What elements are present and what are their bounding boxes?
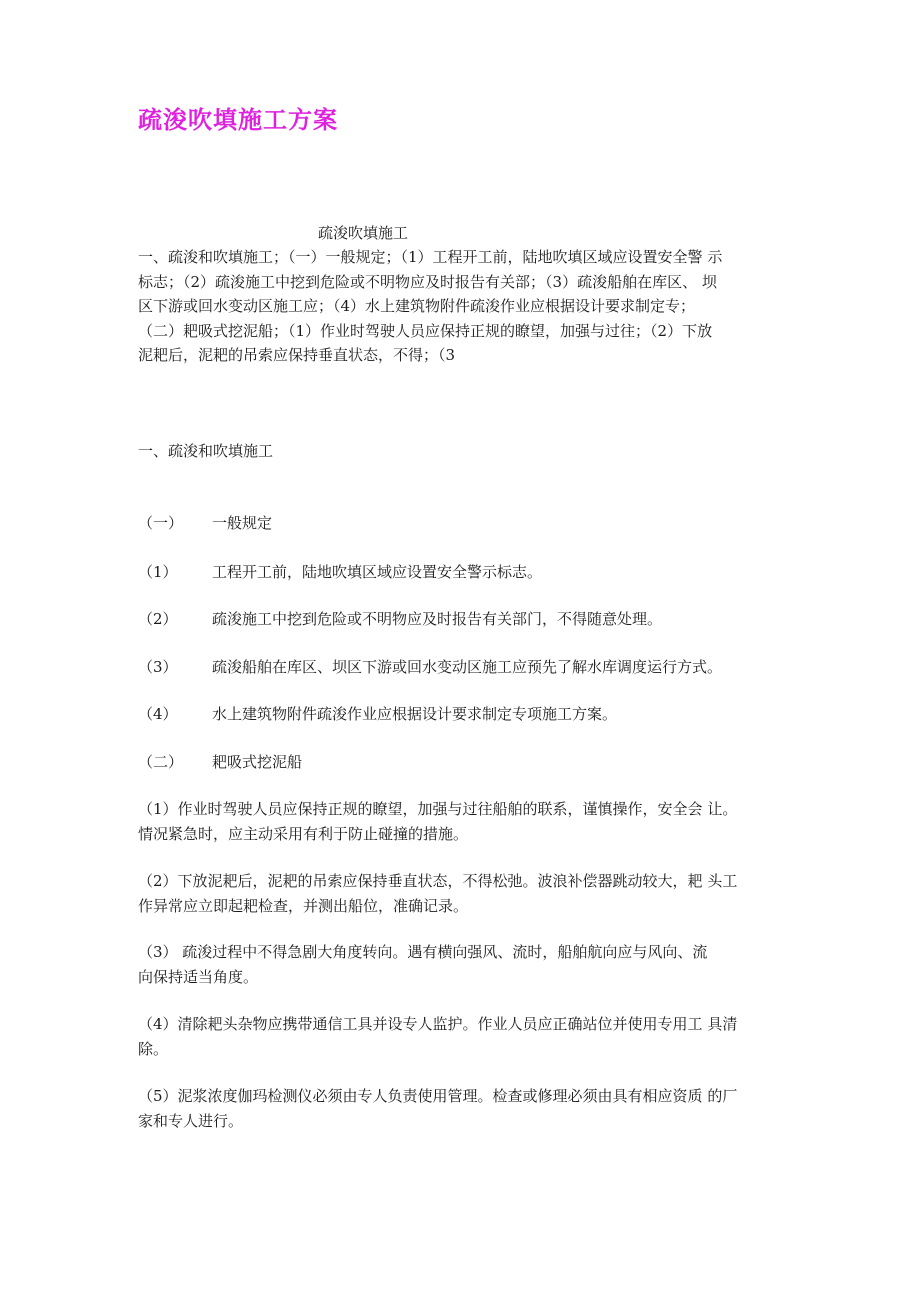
rule-paragraph: [138, 1012, 793, 1061]
summary-line: 一、疏浚和吹填施工；（一）一般规定；（1）工程开工前，陆地吹填区域应设置安全警 示: [138, 248, 723, 266]
rule-paragraph: [138, 797, 793, 846]
rule-number: （3）: [138, 658, 178, 676]
rule-text: 工程开工前，陆地吹填区域应设置安全警示标志。: [212, 563, 543, 581]
paragraph-line: （3） 疏浚过程中不得急剧大角度转向。遇有横向强风、流时，船舶航向应与风向、流: [138, 943, 708, 961]
rule-number: （2）: [138, 610, 178, 628]
rule-item: [138, 561, 542, 582]
paragraph-line: （1）作业时驾驶人员应保持正规的瞭望，加强与过往船舶的联系，谨慎操作，安全会 让。: [138, 800, 738, 818]
summary-line: 标志；（2）疏浚施工中挖到危险或不明物应及时报告有关部；（3）疏浚船舶在库区、 坝: [138, 272, 717, 291]
paragraph-line: （4）清除耙头杂物应携带通信工具并设专人监护。作业人员应正确站位并使用专用工 具清: [138, 1015, 738, 1033]
rule-item: [138, 608, 662, 629]
rule-number: （1）: [138, 563, 178, 581]
rule-text: 水上建筑物附件疏浚作业应根据设计要求制定专项施工方案。: [212, 705, 618, 723]
summary-line: （二）耙吸式挖泥船；（1）作业时驾驶人员应保持正规的瞭望，加强与过往；（2）下放: [138, 321, 713, 340]
subsection-heading: [138, 512, 272, 533]
section-heading: 一、疏浚和吹填施工: [138, 442, 274, 460]
subsection-number: （二）: [138, 753, 184, 771]
rule-item: [138, 656, 722, 677]
summary-line: 泥耙后，泥耙的吊索应保持垂直状态，不得；（3: [138, 346, 456, 364]
summary-line: 区下游或回水变动区施工应；（4）水上建筑物附件疏浚作业应根据设计要求制定专；: [138, 297, 696, 315]
rule-paragraph: [138, 1084, 793, 1133]
subsection-title: 一般规定: [212, 514, 273, 532]
summary-block: [138, 245, 788, 368]
paragraph-line: 向保持适当角度。: [138, 967, 259, 986]
rule-text: 疏浚船舶在库区、坝区下游或回水变动区施工应预先了解水库调度运行方式。: [212, 658, 723, 676]
subsection-title: 耙吸式挖泥船: [212, 753, 303, 771]
rule-number: （4）: [138, 705, 178, 723]
paragraph-line: （2）下放泥耙后，泥耙的吊索应保持垂直状态，不得松弛。波浪补偿器跳动较大，耙 头工: [138, 872, 738, 890]
rule-paragraph: [138, 869, 793, 918]
rule-text: 疏浚施工中挖到危险或不明物应及时报告有关部门，不得随意处理。: [212, 610, 663, 628]
subsection-heading: [138, 751, 302, 772]
paragraph-line: 作异常应立即起耙检查，并测出船位，准确记录。: [138, 896, 469, 915]
paragraph-line: （5）泥浆浓度伽玛检测仪必须由专人负责使用管理。检查或修理必须由具有相应资质 的厂: [138, 1087, 738, 1105]
paragraph-line: 除。: [138, 1039, 169, 1058]
page-title: 疏浚吹填施工方案: [138, 105, 338, 134]
summary-heading: 疏浚吹填施工: [318, 224, 409, 242]
rule-paragraph: [138, 940, 793, 989]
paragraph-line: 家和专人进行。: [138, 1111, 244, 1130]
subsection-number: （一）: [138, 514, 184, 532]
rule-item: [138, 703, 617, 724]
paragraph-line: 情况紧急时，应主动采用有利于防止碰撞的措施。: [138, 824, 469, 843]
